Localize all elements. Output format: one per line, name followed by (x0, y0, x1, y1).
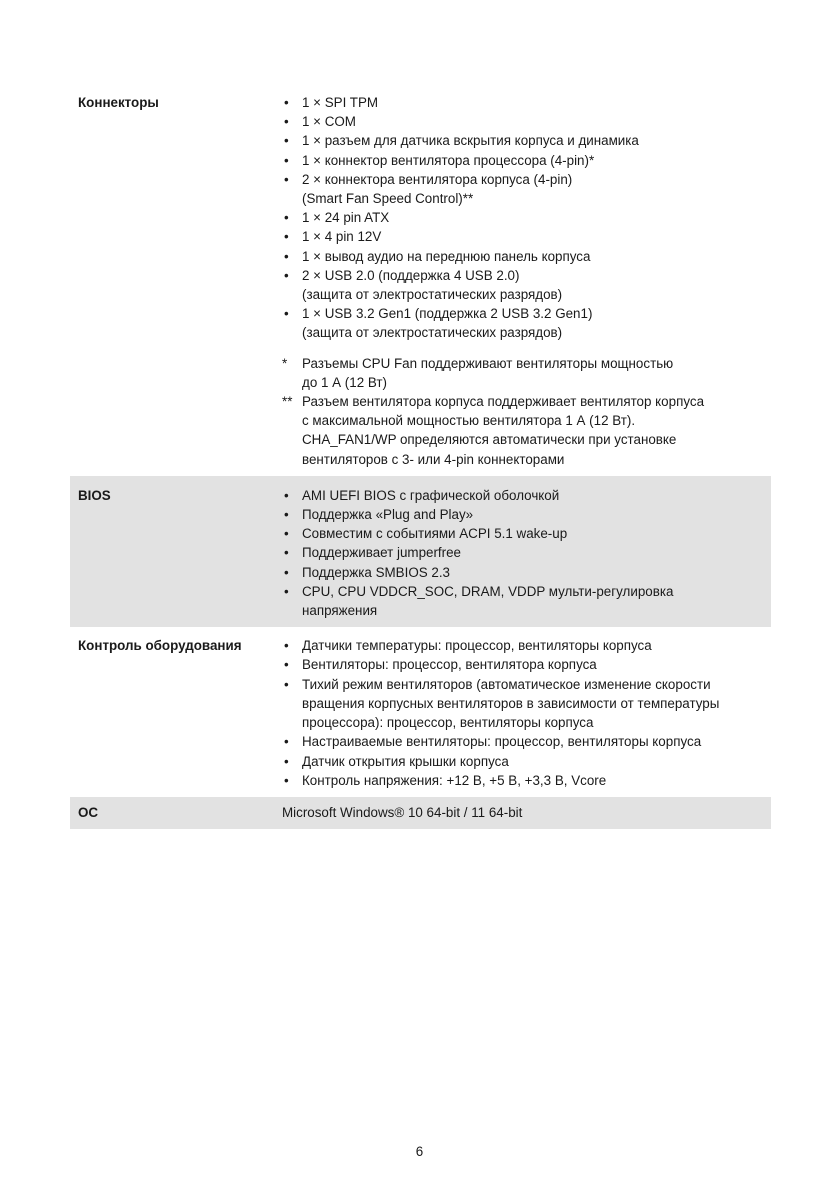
item-text: • 1 × вывод аудио на переднюю панель корпуса (302, 248, 591, 264)
item-text: • Датчики температуры: процессор, вентиляторы корпуса (302, 638, 652, 654)
hardware-monitor-list (280, 636, 763, 790)
list-item (280, 543, 763, 562)
list-item (280, 304, 763, 342)
item-text: процессора): процессор, вентиляторы корпуса (302, 715, 594, 731)
list-item (280, 675, 763, 733)
footnote-text: Разъемы CPU Fan поддерживают вентиляторы мощностью (302, 355, 674, 371)
footnote-text: вентиляторов с 3- или 4-pin коннекторами (302, 451, 565, 467)
item-text: • AMI UEFI BIOS с графической оболочкой (302, 487, 560, 503)
item-text: • Контроль напряжения: +12 В, +5 В, +3,3 В, Vcore (302, 772, 607, 788)
footnote (280, 354, 763, 392)
item-text: • 1 × COM (302, 114, 356, 130)
list-item (280, 131, 763, 150)
spec-table (70, 90, 771, 829)
item-text: (защита от электростатических разрядов) (302, 325, 563, 341)
spec-label: Коннекторы (78, 95, 159, 110)
spec-value (280, 486, 771, 620)
list-item (280, 112, 763, 131)
list-item (280, 752, 763, 771)
item-text: • Тихий режим вентиляторов (автоматическое изменение скорости (302, 676, 711, 692)
spec-label: Контроль оборудования (78, 638, 242, 654)
list-item (280, 266, 763, 304)
spec-row-hardware-monitor (70, 627, 771, 797)
list-item (280, 524, 763, 543)
item-text: • Датчик открытия крышки корпуса (302, 753, 509, 769)
item-text: • Поддерживает jumperfree (302, 545, 462, 561)
list-item (280, 732, 763, 751)
list-item (280, 655, 763, 674)
bios-list (280, 486, 763, 620)
item-text: • 2 × USB 2.0 (поддержка 4 USB 2.0) (302, 267, 520, 283)
list-item (280, 505, 763, 524)
list-item (280, 227, 763, 246)
item-text: напряжения (302, 603, 378, 619)
list-item (280, 582, 763, 620)
spec-value (280, 803, 771, 822)
footnote-text: Разъем вентилятора корпуса поддерживает вентилятор корпуса (302, 394, 705, 410)
spec-row-bios (70, 476, 771, 627)
item-text: • Поддержка SMBIOS 2.3 (302, 564, 450, 580)
spec-row-os (70, 797, 771, 829)
item-text: • 1 × SPI TPM (302, 95, 379, 110)
footnote-mark: ** (282, 394, 293, 410)
list-item (280, 636, 763, 655)
item-text: • Совместим с событиями ACPI 5.1 wake-up (302, 526, 568, 542)
item-text: • 2 × коннектора вентилятора корпуса (4-pin) (302, 171, 573, 187)
footnote (280, 392, 763, 469)
list-item (280, 771, 763, 790)
item-text: • 1 × 24 pin ATX (302, 210, 390, 226)
connector-list (280, 93, 763, 343)
footnote-text: CHA_FAN1/WP определяются автоматически при установке (302, 432, 677, 448)
spec-value (280, 636, 771, 790)
footnote-text: с максимальной мощностью вентилятора 1 А (12 Вт). (302, 413, 636, 429)
spec-label: ОС (78, 804, 99, 820)
list-item (280, 563, 763, 582)
item-text: (защита от электростатических разрядов) (302, 287, 563, 303)
page-number: 6 (415, 1144, 424, 1159)
list-item (280, 208, 763, 227)
item-text: • 1 × USB 3.2 Gen1 (поддержка 2 USB 3.2 Gen1) (302, 306, 593, 322)
item-text: • Вентиляторы: процессор, вентилятора корпуса (302, 657, 597, 673)
item-text: • CPU, CPU VDDCR_SOC, DRAM, VDDP мульти-регулировка (302, 583, 674, 599)
list-item (280, 170, 763, 208)
list-item (280, 151, 763, 170)
item-text: • 1 × коннектор вентилятора процессора (4-pin)* (302, 152, 595, 168)
item-text: вращения корпусных вентиляторов в зависимости от температуры (302, 695, 720, 711)
list-item (280, 93, 763, 112)
item-text: • 1 × разъем для датчика вскрытия корпуса и динамика (302, 133, 639, 149)
spec-label: BIOS (78, 487, 111, 503)
item-text: (Smart Fan Speed Control)** (302, 191, 474, 207)
footnote-mark: * (282, 355, 288, 371)
list-item (280, 247, 763, 266)
os-value: Microsoft Windows® 10 64-bit / 11 64-bit (282, 804, 523, 820)
item-text: • Настраиваемые вентиляторы: процессор, вентиляторы корпуса (302, 734, 702, 750)
item-text: • Поддержка «Plug and Play» (302, 507, 474, 523)
list-item (280, 486, 763, 505)
item-text: • 1 × 4 pin 12V (302, 229, 382, 245)
spec-row-connectors (70, 90, 771, 476)
footnote-text: до 1 А (12 Вт) (302, 374, 387, 390)
spec-value (280, 93, 771, 469)
footnotes (280, 354, 763, 469)
